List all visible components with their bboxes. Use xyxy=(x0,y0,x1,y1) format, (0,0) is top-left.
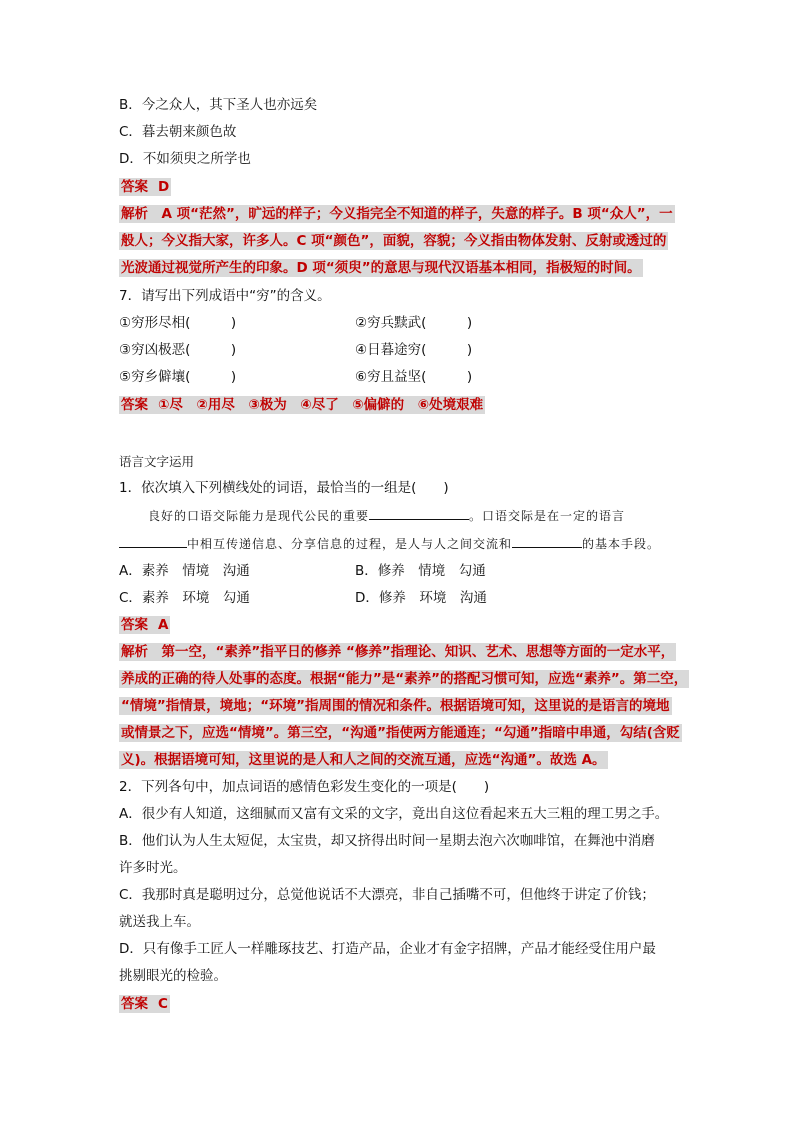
analysis-text: 解析 A 项“茫然”，旷远的样子；今义指完全不知道的样子，失意的样子。B 项“众人”，一 xyxy=(121,206,673,222)
idiom-item: ④日暮途穷( ) xyxy=(355,342,473,358)
analysis-text: 光波通过视觉所产生的印象。D 项“须臾”的意思与现代汉语基本相同，指极短的时间。 xyxy=(121,260,641,276)
analysis-line xyxy=(119,751,608,769)
answer-row xyxy=(119,178,171,196)
answer-highlight xyxy=(119,178,171,196)
section-title: 语言文字运用 xyxy=(119,454,195,469)
option-b: B．他们认为人生太短促，太宝贵，却又挤得出时间一星期去泡六次咖啡馆，在舞池中消磨 xyxy=(119,833,655,849)
answer-value: C xyxy=(158,996,168,1012)
answer-highlight xyxy=(119,616,170,634)
answer-value: A xyxy=(158,617,169,633)
passage-line xyxy=(148,507,625,525)
passage-text: 的基本手段。 xyxy=(582,537,661,551)
fill-blank xyxy=(512,535,582,548)
option-c: C．我那时真是聪明过分，总觉他说话不大漂亮，非自己插嘴不可，但他终于讲定了价钱； xyxy=(119,887,655,903)
option-b: B．修养 情境 勾通 xyxy=(355,563,486,579)
analysis-line xyxy=(119,259,643,277)
answer-row xyxy=(119,396,485,414)
option-d: D．只有像手工匠人一样雕琢技艺、打造产品，企业才有金字招牌，产品才能经受住用户最 xyxy=(119,941,656,957)
analysis-line xyxy=(119,670,689,688)
option-c: C．暮去朝来颜色故 xyxy=(119,124,237,140)
passage-line xyxy=(119,535,660,553)
analysis-line xyxy=(119,697,672,715)
option-c-cont: 就送我上车。 xyxy=(119,914,200,930)
answer-label: 答案 xyxy=(121,617,148,633)
option-d: D．不如须臾之所学也 xyxy=(119,151,251,167)
analysis-text: 般人；今义指大家，许多人。C 项“颜色”，面貌，容貌；今义指由物体发射、反射或透过的 xyxy=(121,233,667,249)
idiom-item: ②穷兵黩武( ) xyxy=(355,315,473,331)
idiom-item: ①穷形尽相( ) xyxy=(119,315,237,331)
passage-text: 中相互传递信息、分享信息的过程，是人与人之间交流和 xyxy=(187,537,513,551)
question-2-stem: 2．下列各句中，加点词语的感情色彩发生变化的一项是( ) xyxy=(119,779,490,795)
option-a: A．很少有人知道，这细腻而又富有文采的文字，竟出自这位看起来五大三粗的理工男之手。 xyxy=(119,806,669,822)
option-c: C．素养 环境 勾通 xyxy=(119,590,250,606)
answer-label: 答案 xyxy=(121,179,148,195)
idiom-item: ③穷凶极恶( ) xyxy=(119,342,237,358)
option-b: B．今之众人，其下圣人也亦远矣 xyxy=(119,97,318,113)
answer-value: D xyxy=(158,179,170,195)
option-d: D．修养 环境 沟通 xyxy=(355,590,487,606)
idiom-item: ⑤穷乡僻壤( ) xyxy=(119,369,237,385)
option-d-cont: 挑剔眼光的检验。 xyxy=(119,968,227,984)
passage-text: 良好的口语交际能力是现代公民的重要 xyxy=(148,509,370,523)
analysis-line xyxy=(119,724,682,742)
answer-highlight xyxy=(119,995,170,1013)
passage-text: 。口语交际是在一定的语言 xyxy=(469,509,626,523)
fill-blank xyxy=(369,507,469,520)
answer-row xyxy=(119,616,170,634)
analysis-text: “情境”指情景，境地；“环境”指周围的情况和条件。根据语境可知，这里说的是语言的境地 xyxy=(121,698,670,714)
answer-highlight xyxy=(119,396,485,414)
analysis-line xyxy=(119,232,668,250)
analysis-text: 义)。根据语境可知，这里说的是人和人之间的交流互通，应选“沟通”。故选 A。 xyxy=(121,752,606,768)
analysis-text: 或情景之下，应选“情境”。第三空，“沟通”指使两方能通连；“勾通”指暗中串通，勾结(含贬 xyxy=(121,725,680,741)
analysis-text: 养成的正确的待人处事的态度。根据“能力”是“素养”的搭配习惯可知，应选“素养”。第二空， xyxy=(121,671,688,687)
question-7-stem: 7．请写出下列成语中“穷”的含义。 xyxy=(119,288,331,304)
answer-label: 答案 xyxy=(121,996,148,1012)
answer-label: 答案 xyxy=(121,397,148,413)
answer-row xyxy=(119,995,170,1013)
fill-blank xyxy=(119,535,187,548)
option-a: A．素养 情境 沟通 xyxy=(119,563,250,579)
analysis-line xyxy=(119,205,675,223)
option-b-cont: 许多时光。 xyxy=(119,860,187,876)
idiom-item: ⑥穷且益坚( ) xyxy=(355,369,473,385)
answer-value: ①尽 ②用尽 ③极为 ④尽了 ⑤偏僻的 ⑥处境艰难 xyxy=(158,397,484,413)
analysis-text: 解析 第一空，“素养”指平日的修养 “修养”指理论、知识、艺术、思想等方面的一定水平， xyxy=(121,644,675,660)
analysis-line xyxy=(119,643,676,661)
question-1-stem: 1．依次填入下列横线处的词语，最恰当的一组是( ) xyxy=(119,480,449,496)
